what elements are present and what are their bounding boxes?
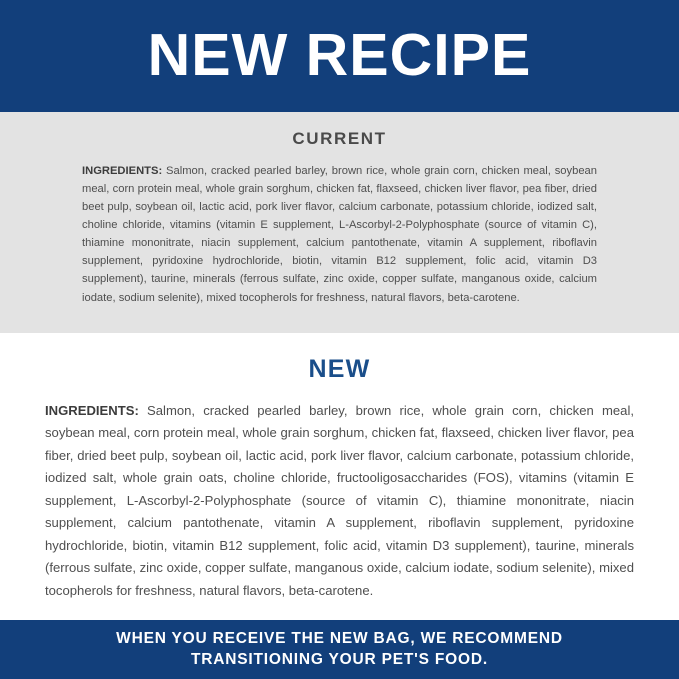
current-ingredients-text: Salmon, cracked pearled barley, brown rice, whole grain corn, chicken meal, soybean meal, corn protein meal, whole grain sorghum, chicken fat, flaxseed, chicken liver flavor, pea fiber, dried beet pulp, soybean oil, lactic acid, pork liver flavor, calcium carbonate, potassium chloride, iodized salt, choline chloride, vitamins (vitamin E supplement, L-Ascorbyl-2-Polyphosphate (source of vitamin C), thiamine mononitrate, niacin supplement, calcium pantothenate, vitamin A supplement, riboflavin supplement, pyridoxine hydrochloride, biotin, vitamin B12 supplement, folic acid, vitamin D3 supplement), taurine, minerals (ferrous sulfate, zinc oxide, copper sulfate, manganous oxide, calcium iodate, sodium selenite), mixed tocopherols for freshness, natural flavors, beta-carotene. — [82, 164, 597, 304]
page-title: NEW RECIPE — [147, 22, 532, 89]
new-ingredients-label: INGREDIENTS: — [45, 402, 139, 418]
footer-banner — [0, 620, 679, 679]
footer-line-1: WHEN YOU RECEIVE THE NEW BAG, WE RECOMMEND — [116, 629, 563, 647]
current-recipe-section — [0, 112, 679, 333]
new-ingredients-paragraph — [45, 400, 634, 603]
current-heading: CURRENT — [292, 128, 387, 148]
new-ingredients-text: Salmon, cracked pearled barley, brown rice, whole grain corn, chicken meal, soybean meal, corn protein meal, whole grain sorghum, chicken fat, flaxseed, chicken liver flavor, pea fiber, dried beet pulp, soybean oil, lactic acid, pork liver flavor, calcium carbonate, potassium chloride, iodized salt, whole grain oats, choline chloride, fructooligosaccharides (FOS), vitamins (vitamin E supplement, L-Ascorbyl-2-Polyphosphate (source of vitamin C), thiamine mononitrate, niacin supplement, calcium pantothenate, vitamin A supplement, riboflavin supplement, pyridoxine hydrochloride, biotin, vitamin B12 supplement, folic acid, vitamin D3 supplement), taurine, minerals (ferrous sulfate, zinc oxide, copper sulfate, manganous oxide, calcium iodate, sodium selenite), mixed tocopherols for freshness, natural flavors, beta-carotene. — [45, 402, 634, 598]
new-heading: NEW — [308, 354, 371, 383]
footer-line-2: TRANSITIONING YOUR PET'S FOOD. — [191, 650, 488, 668]
current-ingredients-paragraph — [82, 162, 597, 307]
header-banner — [0, 0, 679, 112]
new-recipe-section — [0, 333, 679, 621]
current-ingredients-label: INGREDIENTS: — [82, 164, 163, 177]
